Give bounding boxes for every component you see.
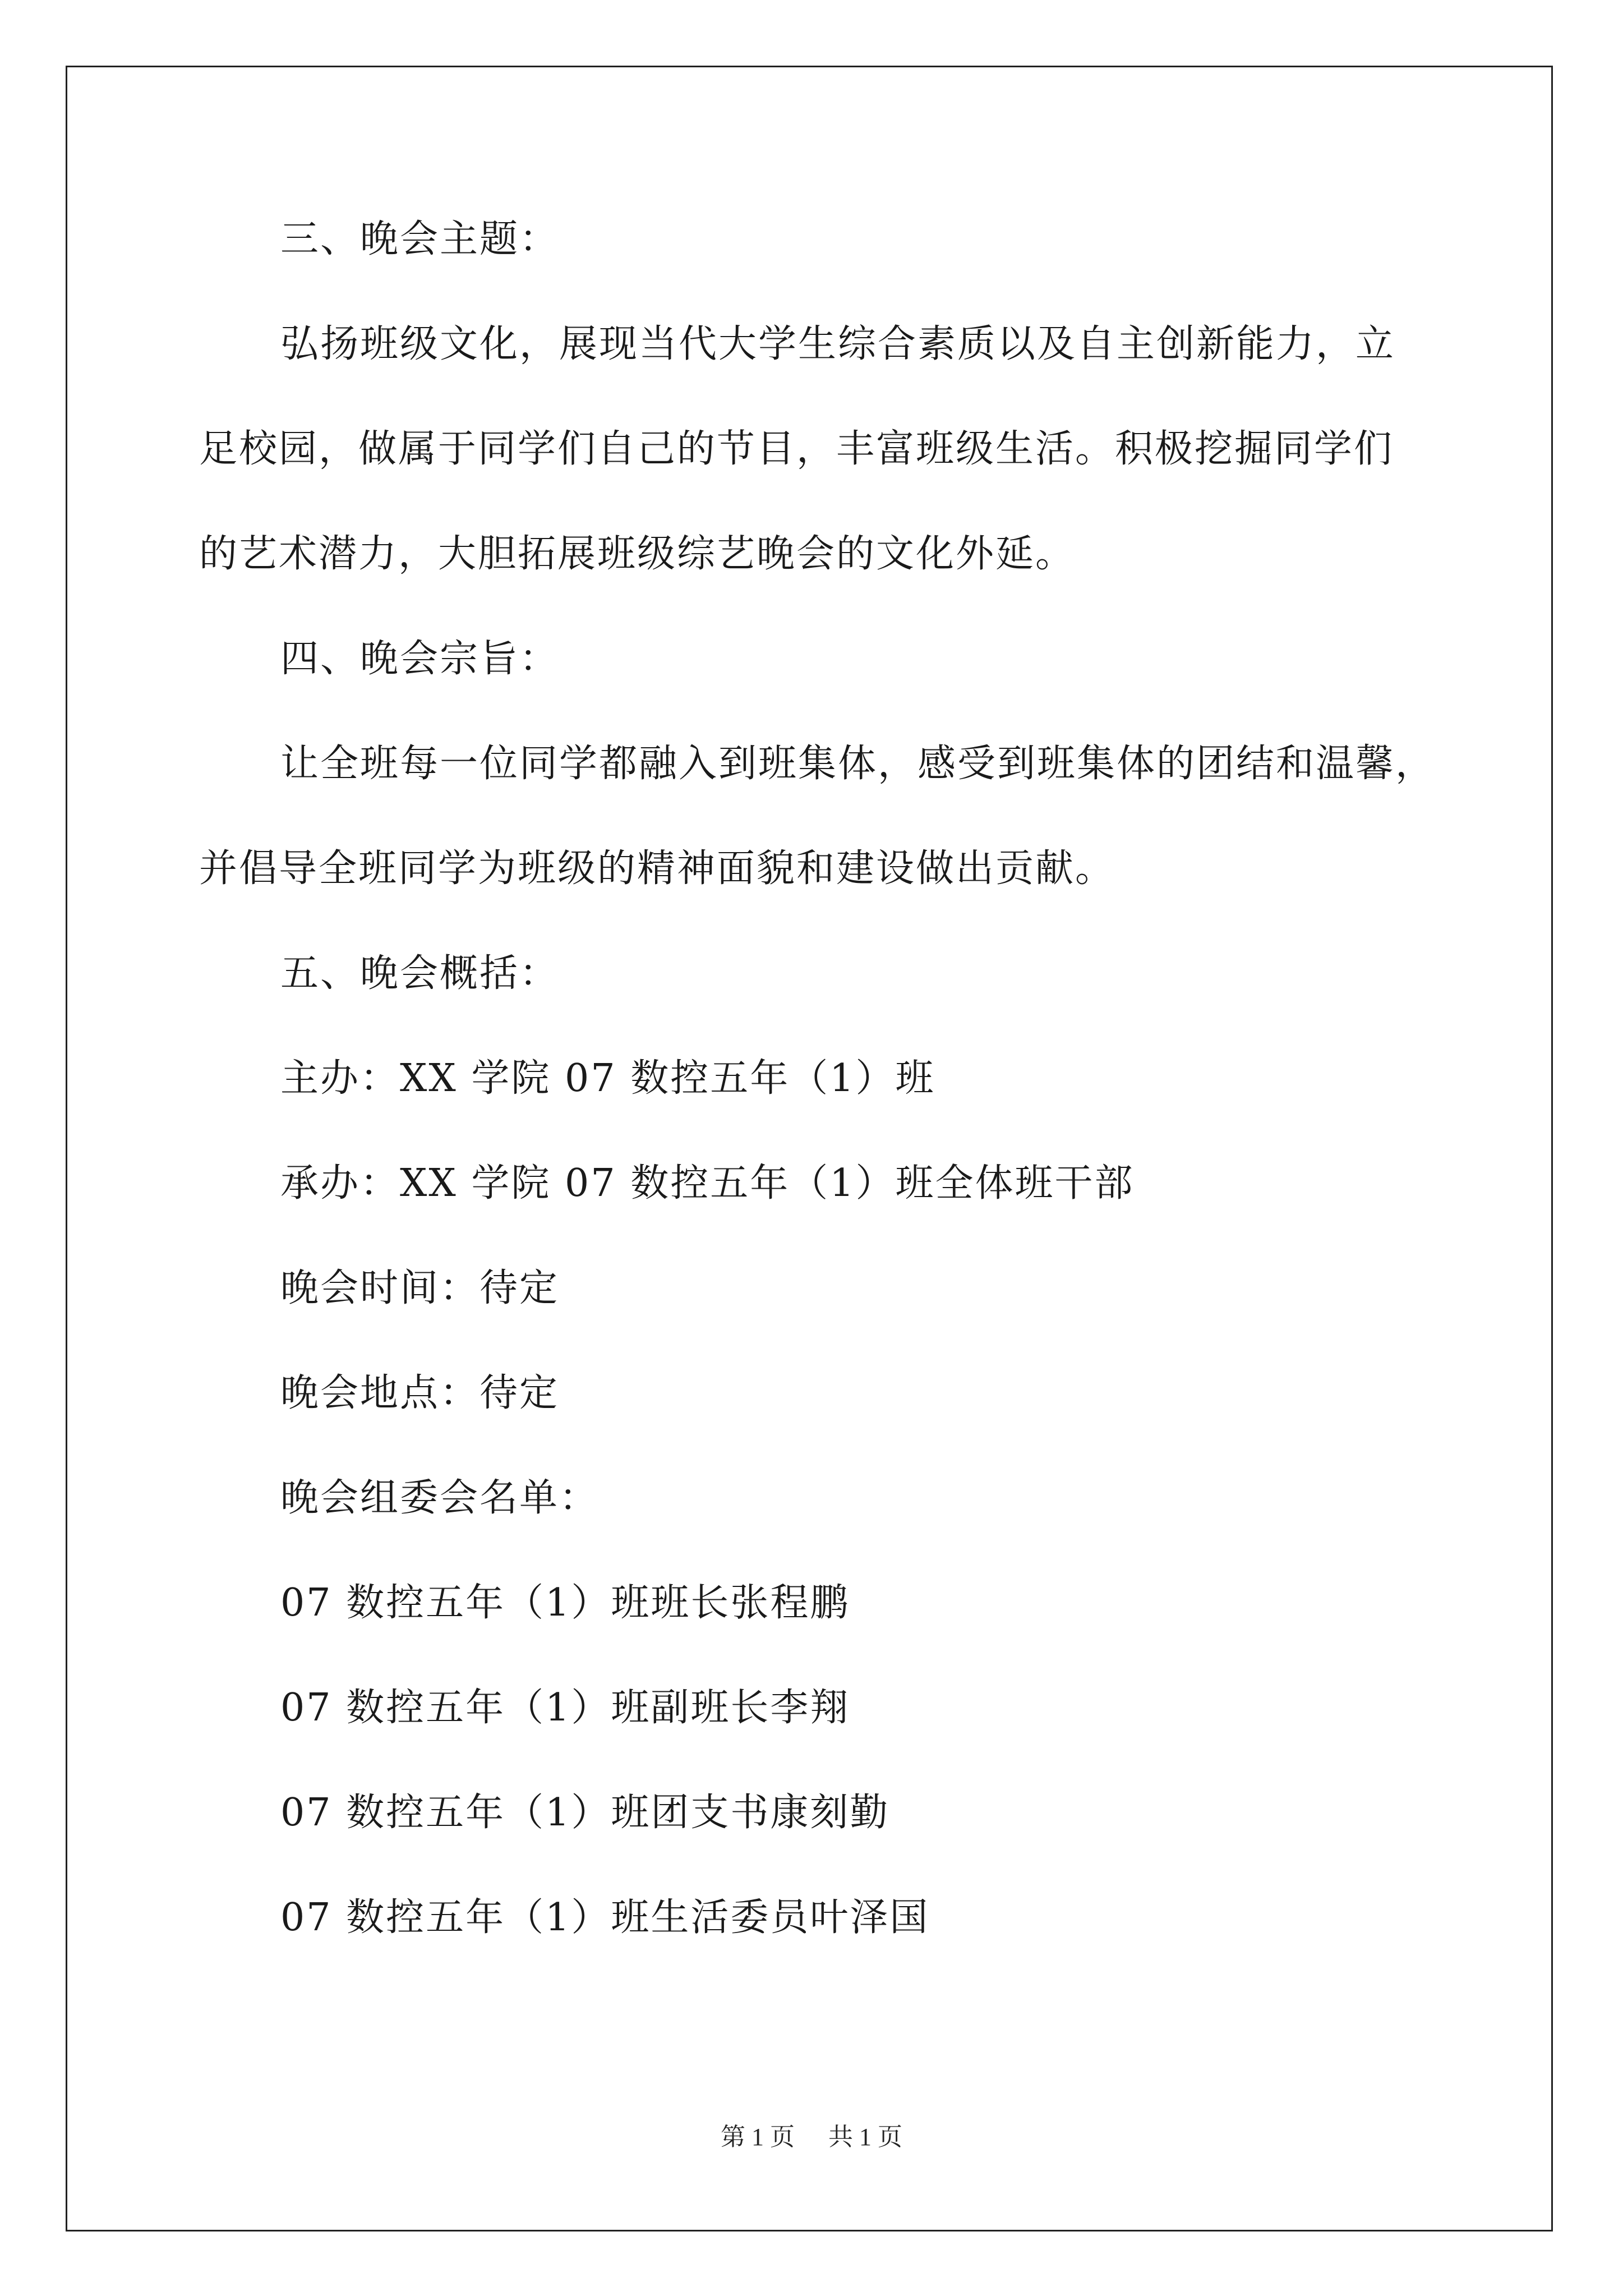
list-item-host: 主办：XX 学院 07 数控五年（1）班 <box>280 1056 935 1101</box>
list-item-organizer: 承办：XX 学院 07 数控五年（1）班全体班干部 <box>280 1161 1135 1205</box>
paragraph-purpose <box>199 738 1455 895</box>
paragraph-line: 的艺术潜力，大胆拓展班级综艺晚会的文化外延。 <box>199 532 1076 576</box>
list-item-location: 晚会地点：待定 <box>280 1371 560 1415</box>
section-heading-purpose: 四、晚会宗旨： <box>280 637 560 681</box>
page-number: 第 1 页 <box>721 2123 795 2151</box>
section-heading-theme: 三、晚会主题： <box>280 217 560 261</box>
list-item-committee-title: 晚会组委会名单： <box>280 1476 600 1520</box>
page-footer <box>0 2120 1623 2154</box>
document-body <box>199 213 1455 1996</box>
list-item-member: 07 数控五年（1）班团支书康刻勤 <box>280 1791 890 1835</box>
list-item-member: 07 数控五年（1）班副班长李翔 <box>280 1686 850 1730</box>
page-total: 共 1 页 <box>828 2123 902 2151</box>
list-item-member: 07 数控五年（1）班班长张程鹏 <box>280 1581 850 1625</box>
paragraph-line: 弘扬班级文化，展现当代大学生综合素质以及自主创新能力，立 <box>280 322 1396 366</box>
list-item-time: 晚会时间：待定 <box>280 1266 560 1310</box>
paragraph-theme <box>199 318 1455 581</box>
section-heading-overview: 五、晚会概括： <box>280 951 560 996</box>
paragraph-line: 并倡导全班同学为班级的精神面貌和建设做出贡献。 <box>199 846 1115 891</box>
overview-list <box>199 1052 1455 1944</box>
list-item-member: 07 数控五年（1）班生活委员叶泽国 <box>280 1895 930 1940</box>
paragraph-line: 让全班每一位同学都融入到班集体，感受到班集体的团结和温馨， <box>280 742 1436 786</box>
paragraph-line: 足校园，做属于同学们自己的节目，丰富班级生活。积极挖掘同学们 <box>199 427 1394 471</box>
